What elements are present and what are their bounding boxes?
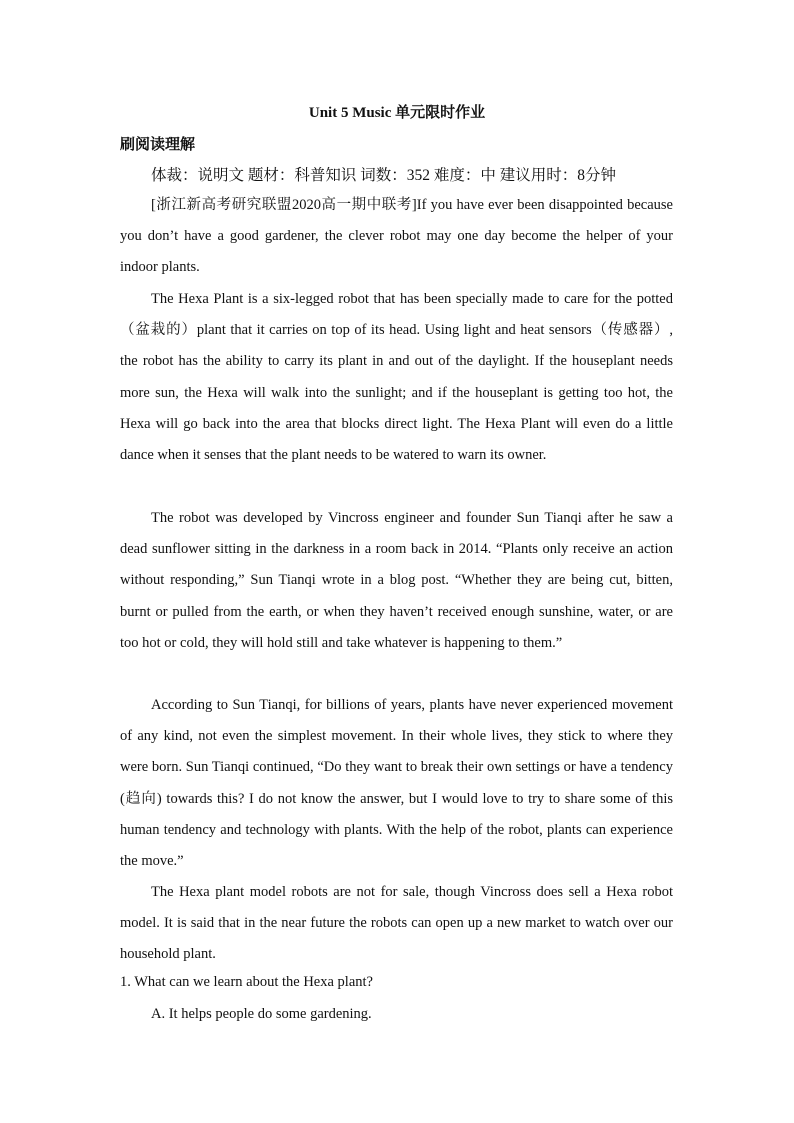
paragraph-3: The robot was developed by Vincross engineer and founder Sun Tianqi after he saw a dead sunflower sitting in the darkness in a room back in 2014. “Plants only receive an action without responding,” Sun Tianqi wrote in a blog post. “Whether they are being cut, bitten, burnt or pulled from the earth, or when they haven’t received enough sunshine, water, or are too hot or cold, they will hold still and take whatever is happening to them.”	[120, 510, 673, 651]
paragraph-5: The Hexa plant model robots are not for sale, though Vincross does sell a Hexa robot model. It is said that in the near future the robots can open up a new market to watch over our household plant.	[120, 884, 673, 963]
page-title: Unit 5 Music 单元限时作业	[308, 105, 486, 121]
passage-info: 体裁：说明文 题材：科普知识 词数：352 难度：中 建议用时：8分钟	[151, 167, 617, 184]
option-a: A. It helps people do some gardening.	[151, 1006, 372, 1022]
paragraph-2: The Hexa Plant is a six-legged robot that has been specially made to care for the potted（盆栽的）plant that it carries on top of its head. Using light and heat sensors（传感器）, the robot has the ability to carry its plant in and out of the daylight. If the houseplant needs more sun, the Hexa will walk into the sunlight; and if the houseplant is getting too hot, the Hexa will go back into the area that blocks direct light. The Hexa Plant will even do a little dance when it senses that the plant needs to be watered to warn its owner.	[120, 291, 673, 464]
question-1: 1. What can we learn about the Hexa plant?	[120, 974, 373, 990]
paragraph-1: [浙江新高考研究联盟2020高一期中联考]If you have ever been disappointed because you don’t have a good gardener, the clever robot may one day become the helper of your indoor plants.	[120, 197, 673, 276]
paragraph-4: According to Sun Tianqi, for billions of years, plants have never experienced movement of any kind, not even the simplest movement. In their whole lives, they stick to where they were born. Sun Tianqi continued, “Do they want to break their own settings or have a tendency (趋向) towards this? I do not know the answer, but I would love to try to share some of this human tendency and technology with plants. With the help of the robot, plants can experience the move.”	[120, 697, 673, 870]
section-heading: 刷阅读理解	[120, 137, 196, 153]
